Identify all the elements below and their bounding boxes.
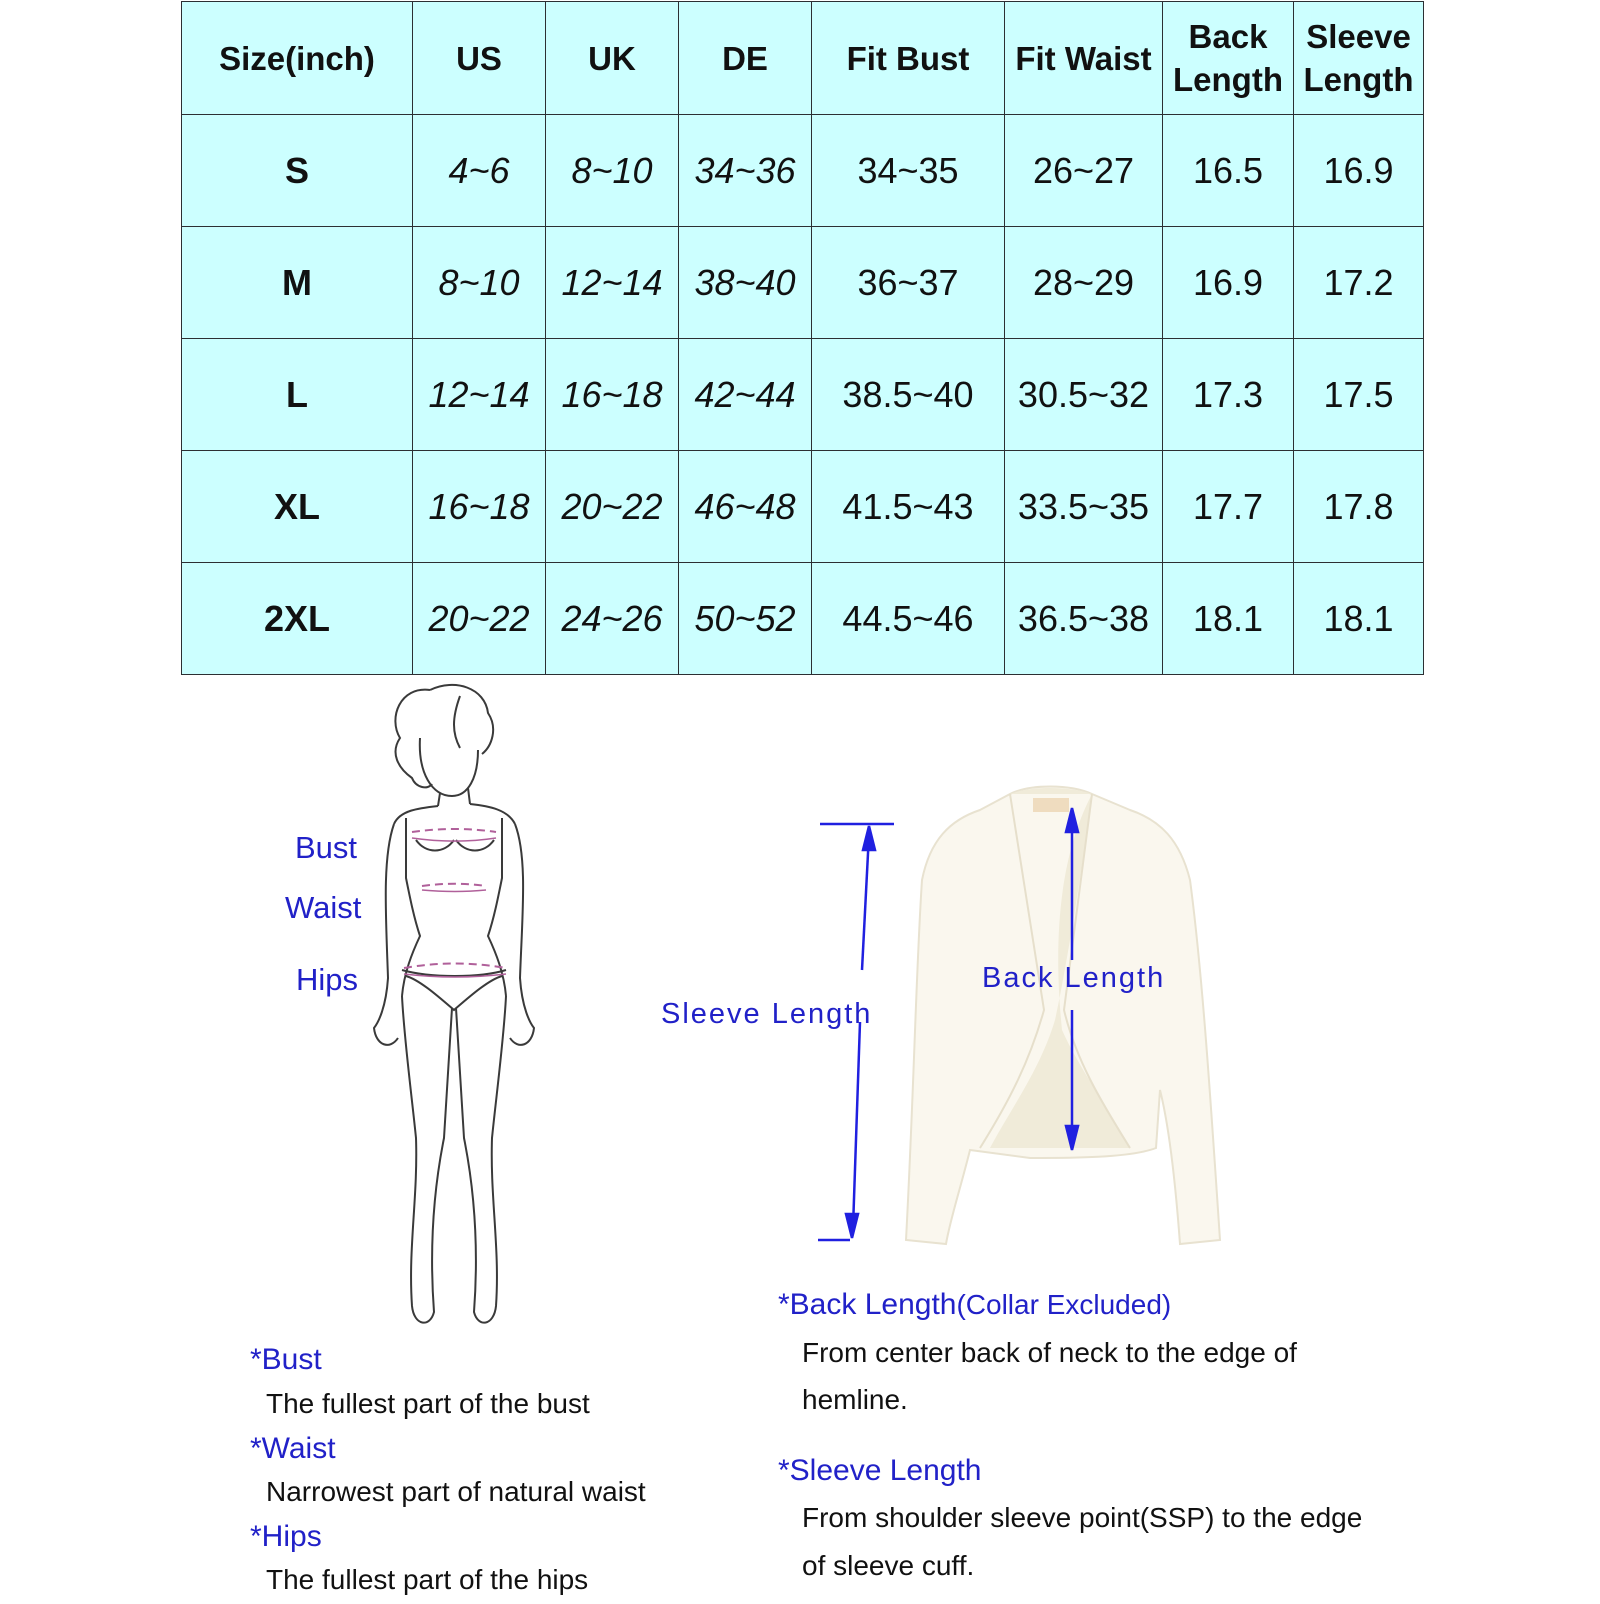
cell-fit-bust: 38.5~40 [812,339,1005,451]
back-length-definition-note: (Collar Excluded) [956,1289,1172,1320]
bust-definition-text: The fullest part of the bust [266,1388,590,1419]
cell-fit-bust: 44.5~46 [812,563,1005,675]
back-length-definition-text-line1: From center back of neck to the edge of [802,1337,1297,1368]
hips-definition-text: The fullest part of the hips [266,1564,589,1595]
header-back-length-line2: Length [1173,61,1283,98]
table-row [182,563,1424,675]
body-figure-icon [360,678,560,1338]
header-sleeve-length [1294,2,1424,115]
cell-fit-waist: 28~29 [1005,227,1163,339]
table-row [182,115,1424,227]
header-sleeve-length-line2: Length [1303,61,1414,98]
cell-sleeve-length: 17.8 [1294,451,1424,563]
cell-back-length: 16.9 [1163,227,1294,339]
header-de: DE [679,2,812,115]
back-length-definition-text-line2: hemline. [802,1384,908,1415]
table-header-row [182,2,1424,115]
cell-back-length: 17.7 [1163,451,1294,563]
back-length-definition-title-text: *Back Length [778,1288,957,1321]
header-size: Size(inch) [182,2,413,115]
cell-back-length: 17.3 [1163,339,1294,451]
cell-de: 50~52 [679,563,812,675]
header-uk: UK [546,2,679,115]
cell-fit-bust: 41.5~43 [812,451,1005,563]
cell-size: S [182,115,413,227]
cell-sleeve-length: 16.9 [1294,115,1424,227]
sleeve-length-definition-text-line1: From shoulder sleeve point(SSP) to the edge [802,1502,1363,1533]
bust-label: Bust [295,830,358,865]
header-sleeve-length-line1: Sleeve [1306,18,1411,55]
cell-fit-waist: 26~27 [1005,115,1163,227]
cell-back-length: 16.5 [1163,115,1294,227]
header-us: US [413,2,546,115]
cell-size: XL [182,451,413,563]
cell-us: 8~10 [413,227,546,339]
header-back-length-line1: Back [1188,18,1268,55]
sleeve-length-diagram-label: Sleeve Length [661,998,873,1030]
cell-uk: 16~18 [546,339,679,451]
table-row [182,339,1424,451]
bust-definition-title: *Bust [250,1343,322,1376]
cell-uk: 8~10 [546,115,679,227]
cell-size: M [182,227,413,339]
hips-label: Hips [296,962,359,997]
table-row [182,227,1424,339]
cell-de: 42~44 [679,339,812,451]
cell-de: 34~36 [679,115,812,227]
cell-fit-bust: 34~35 [812,115,1005,227]
cell-sleeve-length: 17.2 [1294,227,1424,339]
cell-fit-waist: 36.5~38 [1005,563,1163,675]
cell-uk: 24~26 [546,563,679,675]
waist-definition-title: *Waist [250,1432,336,1465]
size-chart-table [181,1,1424,675]
cell-fit-waist: 30.5~32 [1005,339,1163,451]
back-length-definition-title [778,1288,1171,1322]
cell-us: 16~18 [413,451,546,563]
cell-sleeve-length: 17.5 [1294,339,1424,451]
header-fit-waist: Fit Waist [1005,2,1163,115]
cell-us: 20~22 [413,563,546,675]
sleeve-length-definition-title: *Sleeve Length [778,1454,982,1487]
waist-label: Waist [285,890,362,925]
cell-size: L [182,339,413,451]
cell-uk: 20~22 [546,451,679,563]
sleeve-length-definition-text-line2: of sleeve cuff. [802,1550,975,1581]
cell-uk: 12~14 [546,227,679,339]
cell-size: 2XL [182,563,413,675]
cell-back-length: 18.1 [1163,563,1294,675]
cell-us: 12~14 [413,339,546,451]
cell-de: 46~48 [679,451,812,563]
header-fit-bust: Fit Bust [812,2,1005,115]
waist-definition-text: Narrowest part of natural waist [266,1476,646,1507]
cell-de: 38~40 [679,227,812,339]
hips-definition-title: *Hips [250,1520,322,1553]
table-row [182,451,1424,563]
back-length-diagram-label: Back Length [982,962,1166,994]
cell-fit-bust: 36~37 [812,227,1005,339]
cell-us: 4~6 [413,115,546,227]
header-back-length [1163,2,1294,115]
cell-sleeve-length: 18.1 [1294,563,1424,675]
cell-fit-waist: 33.5~35 [1005,451,1163,563]
